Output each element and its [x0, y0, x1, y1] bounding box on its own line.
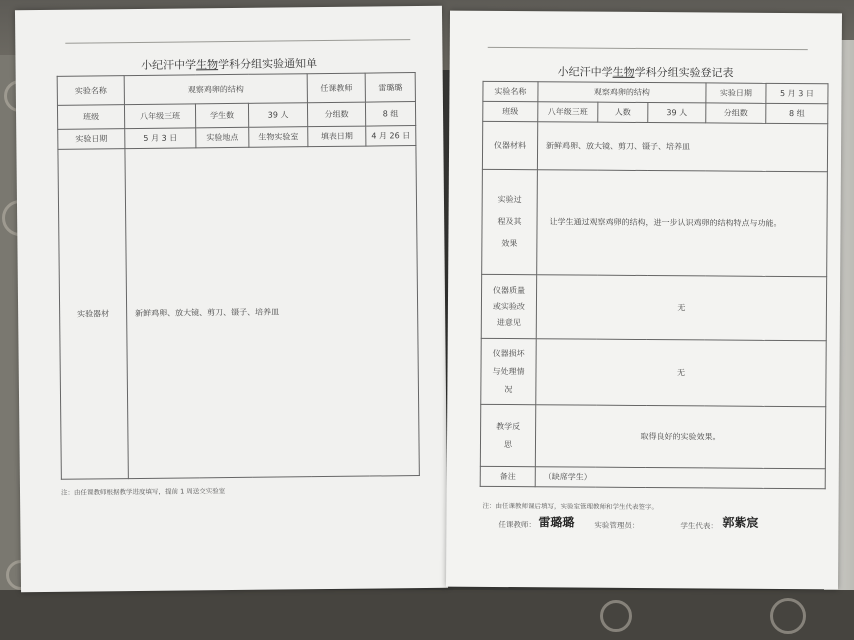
- remarks-value: （缺席学生）: [535, 467, 825, 489]
- instruments-label: 仪器材料: [482, 121, 537, 169]
- quality-value: 无: [536, 275, 826, 341]
- register-table: [480, 81, 829, 489]
- class-label: 班级: [483, 101, 538, 121]
- fill-date-label: 填表日期: [308, 126, 366, 147]
- fill-date-value: 4 月 26 日: [366, 126, 416, 147]
- register-sheet: [446, 11, 842, 590]
- reflection-value: 取得良好的实验效果。: [535, 405, 825, 469]
- group-count-label: 分组数: [706, 103, 766, 123]
- experiment-name-label: 实验名称: [483, 81, 538, 101]
- equipment-value: 新鲜鸡卵、放大镜、剪刀、镊子、培养皿: [125, 146, 419, 479]
- register-footnote: 注：由任课教师课后填写，实验室管理教师和学生代表签字。: [482, 501, 659, 512]
- damage-label: 仪器损坏与处理情况: [481, 338, 536, 404]
- table-row: [482, 169, 828, 276]
- equipment-label: 实验器材: [58, 149, 128, 480]
- group-count-value: 8 组: [365, 102, 415, 127]
- date-label: 实验日期: [706, 83, 766, 103]
- notice-sheet: [15, 6, 448, 592]
- process-value: 让学生通过观察鸡卵的结构，进一步认识鸡卵的结构特点与功能。: [537, 170, 828, 277]
- date-value: 5 月 3 日: [766, 83, 828, 103]
- teacher-signature-label: 任课教师：: [498, 519, 536, 530]
- table-row: [480, 404, 825, 468]
- teacher-value: 雷璐璐: [365, 73, 415, 103]
- teacher-signature: 雷璐璐: [538, 515, 575, 530]
- group-count-label: 分组数: [307, 102, 365, 127]
- notice-footnote: 注：由任课教师根据教学进度填写，提前 1 周送交实验室: [60, 487, 226, 497]
- register-title: 小纪汗中学生物学科分组实验登记表: [557, 65, 734, 80]
- class-value: 八年级三班: [124, 104, 195, 129]
- location-value: 生物实验室: [249, 127, 308, 148]
- location-label: 实验地点: [196, 127, 249, 148]
- date-value: 5 月 3 日: [125, 128, 196, 149]
- notice-title: 小纪汗中学生物学科分组实验通知单: [140, 57, 318, 72]
- class-label: 班级: [57, 105, 124, 130]
- student-rep-label: 学生代表：: [680, 521, 718, 531]
- process-label: 实验过程及其效果: [482, 169, 538, 274]
- damage-value: 无: [536, 339, 826, 407]
- student-count-value: 39 人: [248, 103, 307, 128]
- date-label: 实验日期: [58, 129, 125, 150]
- student-count-label: 学生数: [195, 103, 248, 128]
- table-row: [58, 146, 419, 480]
- quality-label: 仪器质量或实验改进意见: [481, 274, 536, 338]
- floral-pattern: [600, 600, 632, 632]
- group-count-value: 8 组: [766, 103, 828, 123]
- table-row: [481, 338, 826, 406]
- class-value: 八年级三班: [538, 102, 598, 122]
- student-rep-signature: 郭紫宸: [722, 515, 759, 530]
- instruments-value: 新鲜鸡卵、放大镜、剪刀、镊子、培养皿: [537, 122, 827, 172]
- people-value: 39 人: [648, 103, 706, 123]
- remarks-label: 备注: [480, 466, 535, 486]
- experiment-name-label: 实验名称: [57, 76, 124, 106]
- header-rule: [488, 47, 808, 50]
- table-row: [483, 101, 828, 123]
- experiment-name-value: 观察鸡卵的结构: [124, 74, 307, 105]
- table-row: [57, 73, 415, 106]
- teacher-label: 任课教师: [307, 73, 365, 103]
- experiment-name-value: 观察鸡卵的结构: [538, 82, 706, 103]
- table-row: [482, 121, 827, 171]
- reflection-label: 教学反思: [480, 404, 535, 466]
- floral-pattern: [770, 598, 806, 634]
- people-label: 人数: [598, 102, 648, 122]
- header-rule: [65, 39, 410, 44]
- table-row: [481, 274, 826, 340]
- table-row: [483, 81, 828, 103]
- background-bottom: [0, 590, 854, 640]
- table-row: [480, 466, 825, 488]
- notice-table: [57, 72, 420, 480]
- lab-manager-label: 实验管理员：: [594, 520, 640, 530]
